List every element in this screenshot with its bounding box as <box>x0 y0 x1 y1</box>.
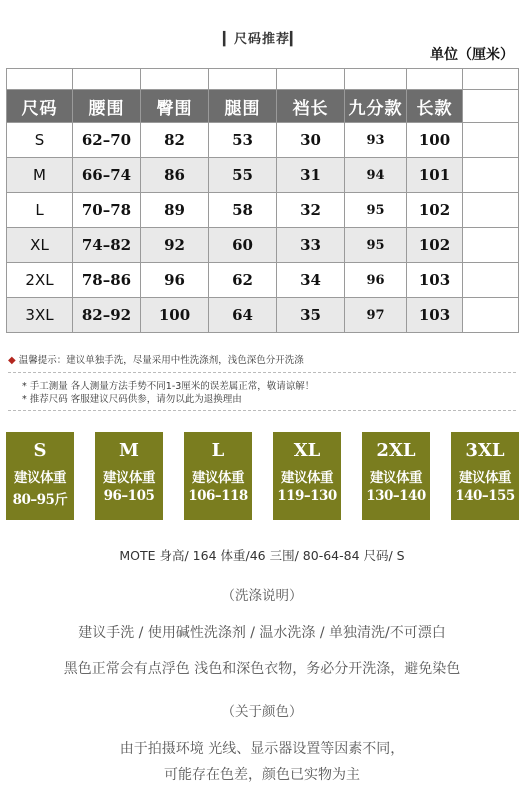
wash-line-2: 黑色正常会有点浮色 浅色和深色衣物，务必分开洗涤，避免染色 <box>63 661 461 677</box>
table-row <box>7 123 519 158</box>
table-cell: 100 <box>407 123 463 158</box>
table-header-row <box>7 90 519 123</box>
measurement-notes <box>22 380 314 406</box>
table-cell: 32 <box>277 193 345 228</box>
weight-box <box>451 432 519 520</box>
wash-line-1: 建议手洗 / 使用碱性洗涤剂 / 温水洗涤 / 单独清洗/不可漂白 <box>78 625 446 641</box>
table-cell: 89 <box>141 193 209 228</box>
weight-label: 建议体重 <box>14 470 66 486</box>
table-cell: 62 <box>209 263 277 298</box>
table-cell: 97 <box>345 298 407 333</box>
table-row <box>7 193 519 228</box>
weight-label: 建议体重 <box>370 470 422 486</box>
weight-size: 3XL <box>465 440 505 461</box>
wash-section-title: （洗涤说明） <box>221 588 303 604</box>
weight-box <box>362 432 430 520</box>
table-cell: 96 <box>345 263 407 298</box>
table-cell: XL <box>7 228 73 263</box>
weight-range: 80–95斤 <box>12 492 68 508</box>
weight-range: 130–140 <box>366 488 426 504</box>
table-cell: M <box>7 158 73 193</box>
weight-recommendations <box>4 432 520 520</box>
table-cell: 86 <box>141 158 209 193</box>
table-cell: 93 <box>345 123 407 158</box>
table-cell: 92 <box>141 228 209 263</box>
table-cell: 55 <box>209 158 277 193</box>
care-tip <box>8 352 304 366</box>
weight-size: S <box>33 440 47 461</box>
table-cell: 103 <box>407 263 463 298</box>
table-cell: 78–86 <box>73 263 141 298</box>
header-cropped-length: 九分款 <box>345 90 407 123</box>
table-row <box>7 158 519 193</box>
table-cell: L <box>7 193 73 228</box>
table-cell: 33 <box>277 228 345 263</box>
color-line-1: 由于拍摄环境 光线、显示器设置等因素不同， <box>119 741 405 757</box>
table-blank-row <box>7 69 519 90</box>
table-cell: 60 <box>209 228 277 263</box>
weight-size: 2XL <box>376 440 416 461</box>
table-cell: 101 <box>407 158 463 193</box>
header-thigh: 腿围 <box>209 90 277 123</box>
weight-box <box>273 432 341 520</box>
note-measure: * 手工测量 各人测量方法手势不同1-3厘米的误差属正常，敬请谅解！ <box>22 381 315 392</box>
weight-box <box>184 432 252 520</box>
table-cell: 70–78 <box>73 193 141 228</box>
weight-box <box>95 432 163 520</box>
header-rise: 裆长 <box>277 90 345 123</box>
table-cell: 82 <box>141 123 209 158</box>
care-tip-text: 温馨提示：建议单独手洗，尽量采用中性洗涤剂，浅色深色分开洗涤 <box>18 355 304 366</box>
size-table <box>6 68 519 333</box>
header-size: 尺码 <box>7 90 73 123</box>
table-cell: 94 <box>345 158 407 193</box>
table-cell: 30 <box>277 123 345 158</box>
weight-range: 106–118 <box>188 488 248 504</box>
page-title: ▎尺码推荐▎ <box>223 32 301 47</box>
weight-range: 119–130 <box>277 488 337 504</box>
table-cell: 34 <box>277 263 345 298</box>
table-cell: 66–74 <box>73 158 141 193</box>
table-cell: 2XL <box>7 263 73 298</box>
header-hip: 臀围 <box>141 90 209 123</box>
header-full-length: 长款 <box>407 90 463 123</box>
divider <box>8 410 516 411</box>
weight-label: 建议体重 <box>103 470 155 486</box>
table-cell: 95 <box>345 193 407 228</box>
table-cell: 64 <box>209 298 277 333</box>
table-cell: 53 <box>209 123 277 158</box>
table-cell: S <box>7 123 73 158</box>
table-row <box>7 298 519 333</box>
weight-size: XL <box>293 440 321 461</box>
table-cell: 102 <box>407 193 463 228</box>
weight-size: M <box>119 440 139 461</box>
table-cell: 31 <box>277 158 345 193</box>
table-cell: 95 <box>345 228 407 263</box>
table-row <box>7 263 519 298</box>
header-waist: 腰围 <box>73 90 141 123</box>
weight-label: 建议体重 <box>459 470 511 486</box>
table-cell: 103 <box>407 298 463 333</box>
weight-label: 建议体重 <box>192 470 244 486</box>
weight-range: 96–105 <box>103 488 155 504</box>
diamond-icon: ◆ <box>8 355 16 366</box>
table-row <box>7 228 519 263</box>
color-section-title: （关于颜色） <box>221 704 303 720</box>
note-recommend: * 推荐尺码 客服建议尺码供参，请勿以此为退换理由 <box>22 394 242 405</box>
weight-range: 140–155 <box>455 488 515 504</box>
table-cell: 3XL <box>7 298 73 333</box>
divider <box>8 372 516 373</box>
weight-size: L <box>211 440 225 461</box>
color-line-2: 可能存在色差，颜色已实物为主 <box>164 767 360 783</box>
table-cell: 100 <box>141 298 209 333</box>
table-cell: 58 <box>209 193 277 228</box>
table-cell: 62–70 <box>73 123 141 158</box>
table-cell: 82–92 <box>73 298 141 333</box>
table-cell: 102 <box>407 228 463 263</box>
table-cell: 35 <box>277 298 345 333</box>
weight-box <box>6 432 74 520</box>
unit-label: 单位（厘米） <box>430 47 514 63</box>
table-cell: 96 <box>141 263 209 298</box>
table-cell: 74–82 <box>73 228 141 263</box>
model-info: MOTE 身高/ 164 体重/46 三围/ 80-64-84 尺码/ S <box>119 548 405 563</box>
weight-label: 建议体重 <box>281 470 333 486</box>
